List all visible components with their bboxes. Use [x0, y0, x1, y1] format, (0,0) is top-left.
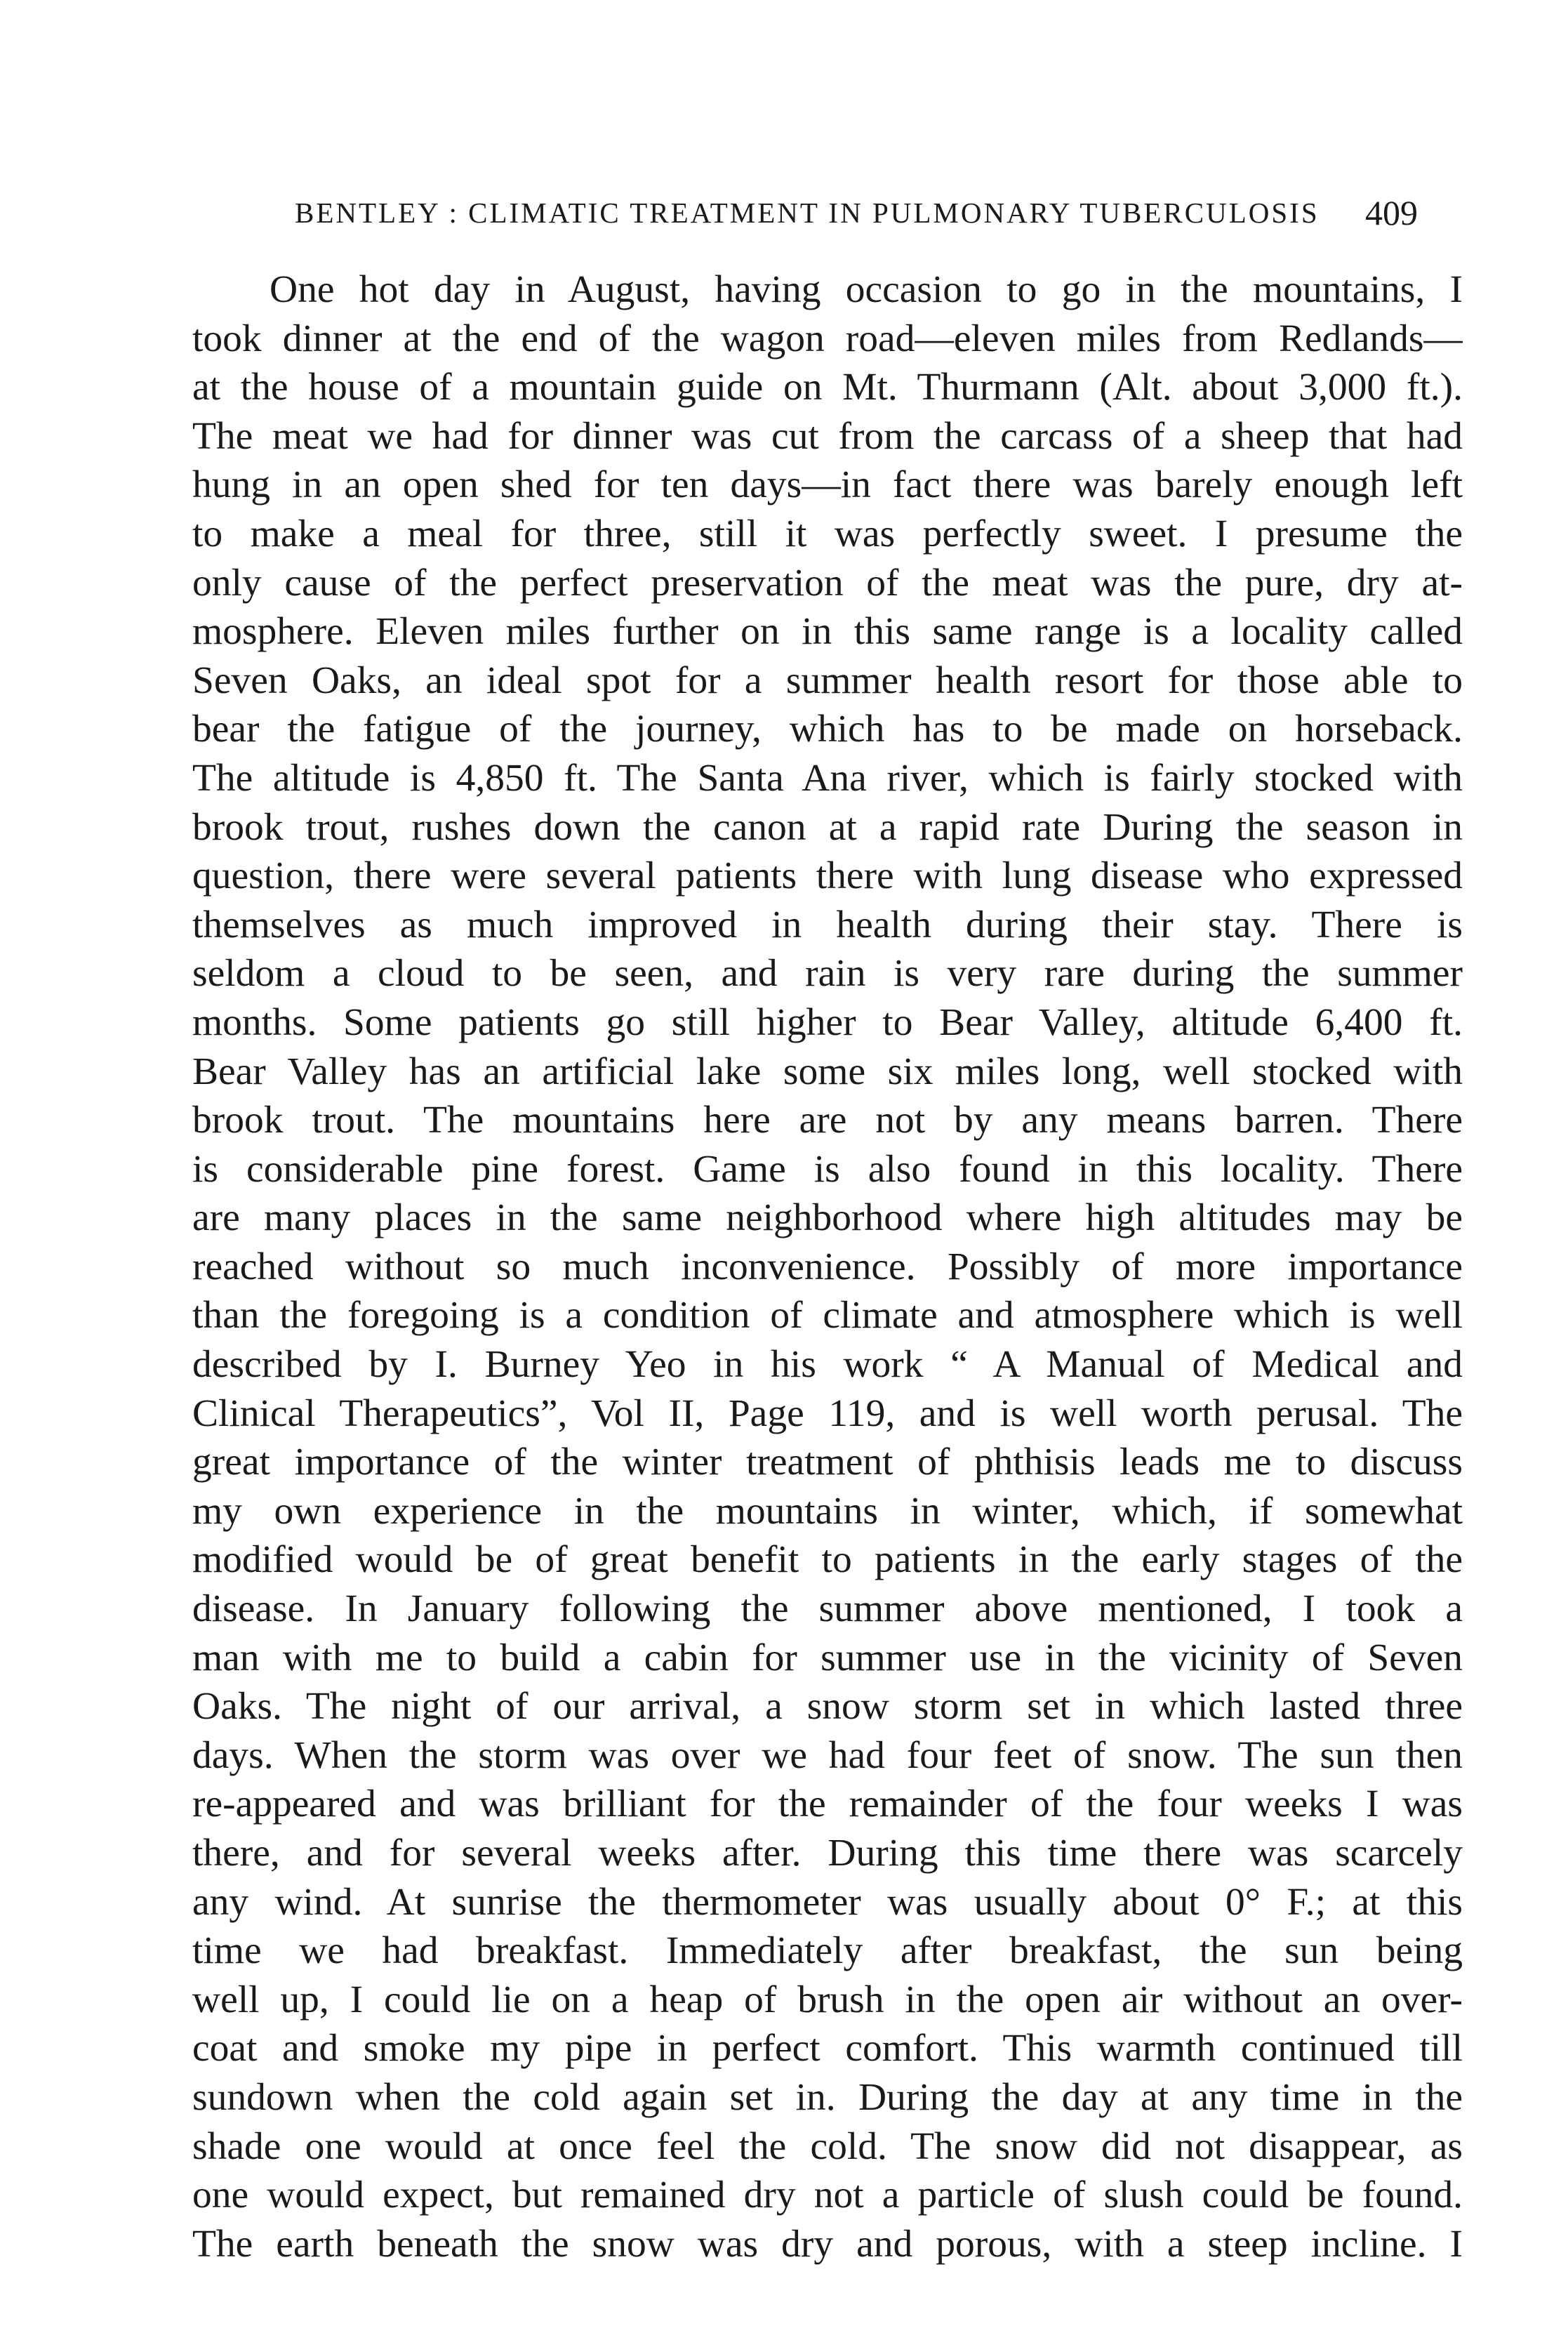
text-line: Bear Valley has an artificial lake some six miles long, well stocked with	[192, 1050, 1463, 1093]
text-line: well up, I could lie on a heap of brush in the open air without an over-	[192, 1978, 1463, 2021]
text-line: my own experience in the mountains in winter, which, if somewhat	[192, 1489, 1463, 1533]
text-line: re-appeared and was brilliant for the remainder of the four weeks I was	[192, 1783, 1463, 1826]
text-line: shade one would at once feel the cold. The snow did not disappear, as	[192, 2124, 1463, 2168]
text-line: modified would be of great benefit to patients in the early stages of the	[192, 1538, 1463, 1582]
running-header	[295, 188, 1418, 237]
text-line: to make a meal for three, still it was perfectly sweet. I presume the	[192, 512, 1463, 555]
text-line: one would expect, but remained dry not a particle of slush could be found.	[192, 2174, 1463, 2217]
body-paragraph	[192, 265, 1463, 2268]
text-line: time we had breakfast. Immediately after breakfast, the sun being	[192, 1929, 1463, 1973]
text-line: Clinical Therapeutics”, Vol II, Page 119, and is well worth perusal. The	[192, 1391, 1463, 1435]
text-line: disease. In January following the summer above mentioned, I took a	[192, 1587, 1463, 1631]
text-line: One hot day in August, having occasion to go in the mountains, I	[270, 268, 1463, 311]
text-line: bear the fatigue of the journey, which has to be made on horseback.	[192, 708, 1463, 751]
text-line: coat and smoke my pipe in perfect comfort. This warmth continued till	[192, 2027, 1463, 2070]
text-line: than the foregoing is a condition of climate and atmosphere which is well	[192, 1294, 1463, 1337]
text-line: months. Some patients go still higher to Bear Valley, altitude 6,400 ft.	[192, 1000, 1463, 1044]
text-line: is considerable pine forest. Game is also found in this locality. There	[192, 1147, 1463, 1191]
page-number: 409	[1365, 193, 1418, 232]
text-line: days. When the storm was over we had four feet of snow. The sun then	[192, 1733, 1463, 1777]
text-line: described by I. Burney Yeo in his work “ A Manual of Medical and	[192, 1343, 1463, 1387]
text-line: mosphere. Eleven miles further on in this same range is a locality called	[192, 610, 1463, 654]
text-line: Seven Oaks, an ideal spot for a summer health resort for those able to	[192, 659, 1463, 702]
text-line: question, there were several patients there with lung disease who expressed	[192, 854, 1463, 898]
text-line: brook trout, rushes down the canon at a rapid rate During the season in	[192, 805, 1463, 849]
text-line: any wind. At sunrise the thermometer was usually about 0° F.; at this	[192, 1880, 1463, 1924]
text-line: hung in an open shed for ten days—in fact there was barely enough left	[192, 463, 1463, 507]
text-line: there, and for several weeks after. During this time there was scarcely	[192, 1832, 1463, 1875]
text-line: great importance of the winter treatment of phthisis leads me to discuss	[192, 1441, 1463, 1484]
text-line: The meat we had for dinner was cut from the carcass of a sheep that had	[192, 414, 1463, 458]
text-line: Oaks. The night of our arrival, a snow storm set in which lasted three	[192, 1685, 1463, 1728]
running-title: BENTLEY : CLIMATIC TREATMENT IN PULMONARY TUBERCULOSIS	[295, 197, 1320, 229]
text-line: seldom a cloud to be seen, and rain is very rare during the summer	[192, 952, 1463, 996]
text-line: The altitude is 4,850 ft. The Santa Ana river, which is fairly stocked with	[192, 756, 1463, 800]
text-line: man with me to build a cabin for summer use in the vicinity of Seven	[192, 1636, 1463, 1679]
text-line: The earth beneath the snow was dry and porous, with a steep incline. I	[192, 2222, 1463, 2266]
text-line: themselves as much improved in health during their stay. There is	[192, 903, 1463, 946]
text-line: sundown when the cold again set in. During the day at any time in the	[192, 2075, 1463, 2119]
text-line: at the house of a mountain guide on Mt. Thurmann (Alt. about 3,000 ft.).	[192, 366, 1463, 409]
text-line: reached without so much inconvenience. Possibly of more importance	[192, 1245, 1463, 1288]
text-line: are many places in the same neighborhood where high altitudes may be	[192, 1196, 1463, 1240]
text-line: brook trout. The mountains here are not by any means barren. There	[192, 1099, 1463, 1142]
text-line: only cause of the perfect preservation of the meat was the pure, dry at-	[192, 561, 1463, 604]
text-line: took dinner at the end of the wagon road—eleven miles from Redlands—	[192, 317, 1463, 360]
